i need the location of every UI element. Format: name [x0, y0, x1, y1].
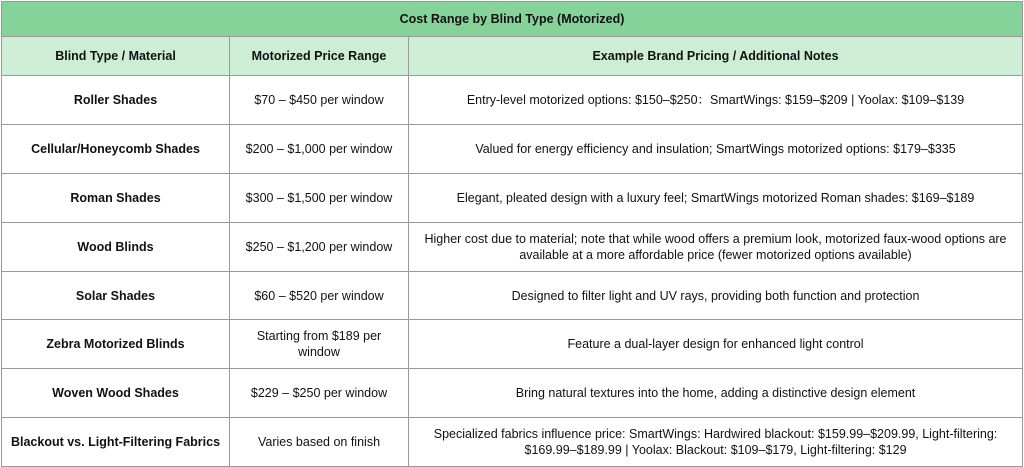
- cell-blind-type: Wood Blinds: [2, 222, 230, 271]
- cell-blind-type: Cellular/Honeycomb Shades: [2, 124, 230, 173]
- cell-price-range: $200 – $1,000 per window: [230, 124, 409, 173]
- table-row: [2, 271, 1023, 320]
- cell-blind-type: Solar Shades: [2, 271, 230, 320]
- table-row: [2, 222, 1023, 271]
- cell-notes: Higher cost due to material; note that while wood offers a premium look, motorized faux-wood options are available at a more affordable price (fewer motorized options available): [409, 222, 1023, 271]
- cell-price-range: $60 – $520 per window: [230, 271, 409, 320]
- cell-price-range: $70 – $450 per window: [230, 76, 409, 125]
- cell-notes: Valued for energy efficiency and insulation; SmartWings motorized options: $179–$335: [409, 124, 1023, 173]
- cell-blind-type: Roller Shades: [2, 76, 230, 125]
- cell-notes: Designed to filter light and UV rays, providing both function and protection: [409, 271, 1023, 320]
- table-title: Cost Range by Blind Type (Motorized): [2, 2, 1023, 37]
- cell-notes: Entry-level motorized options: $150–$250：SmartWings: $159–$209 | Yoolax: $109–$139: [409, 76, 1023, 125]
- cell-blind-type: Zebra Motorized Blinds: [2, 320, 230, 369]
- cell-notes: Specialized fabrics influence price: SmartWings: Hardwired blackout: $159.99–$209.99, Light-filtering: $169.99–$189.99 | Yoolax: Blackout: $109–$179, Light-filtering: $129: [409, 418, 1023, 467]
- table-row: [2, 173, 1023, 222]
- cell-blind-type: Roman Shades: [2, 173, 230, 222]
- cell-notes: Feature a dual-layer design for enhanced light control: [409, 320, 1023, 369]
- cell-price-range: Starting from $189 per window: [230, 320, 409, 369]
- cell-price-range: $250 – $1,200 per window: [230, 222, 409, 271]
- column-header-price-range: Motorized Price Range: [230, 37, 409, 76]
- table-row: [2, 369, 1023, 418]
- cost-range-table: [1, 1, 1023, 467]
- table-row: [2, 418, 1023, 467]
- cell-blind-type: Woven Wood Shades: [2, 369, 230, 418]
- table-title-row: [2, 2, 1023, 37]
- table-header-row: [2, 37, 1023, 76]
- table-row: [2, 320, 1023, 369]
- cell-notes: Bring natural textures into the home, adding a distinctive design element: [409, 369, 1023, 418]
- column-header-notes: Example Brand Pricing / Additional Notes: [409, 37, 1023, 76]
- cell-notes: Elegant, pleated design with a luxury feel; SmartWings motorized Roman shades: $169–$189: [409, 173, 1023, 222]
- table-row: [2, 76, 1023, 125]
- column-header-blind-type: Blind Type / Material: [2, 37, 230, 76]
- cell-price-range: $300 – $1,500 per window: [230, 173, 409, 222]
- cell-blind-type: Blackout vs. Light-Filtering Fabrics: [2, 418, 230, 467]
- cell-price-range: Varies based on finish: [230, 418, 409, 467]
- table-row: [2, 124, 1023, 173]
- cell-price-range: $229 – $250 per window: [230, 369, 409, 418]
